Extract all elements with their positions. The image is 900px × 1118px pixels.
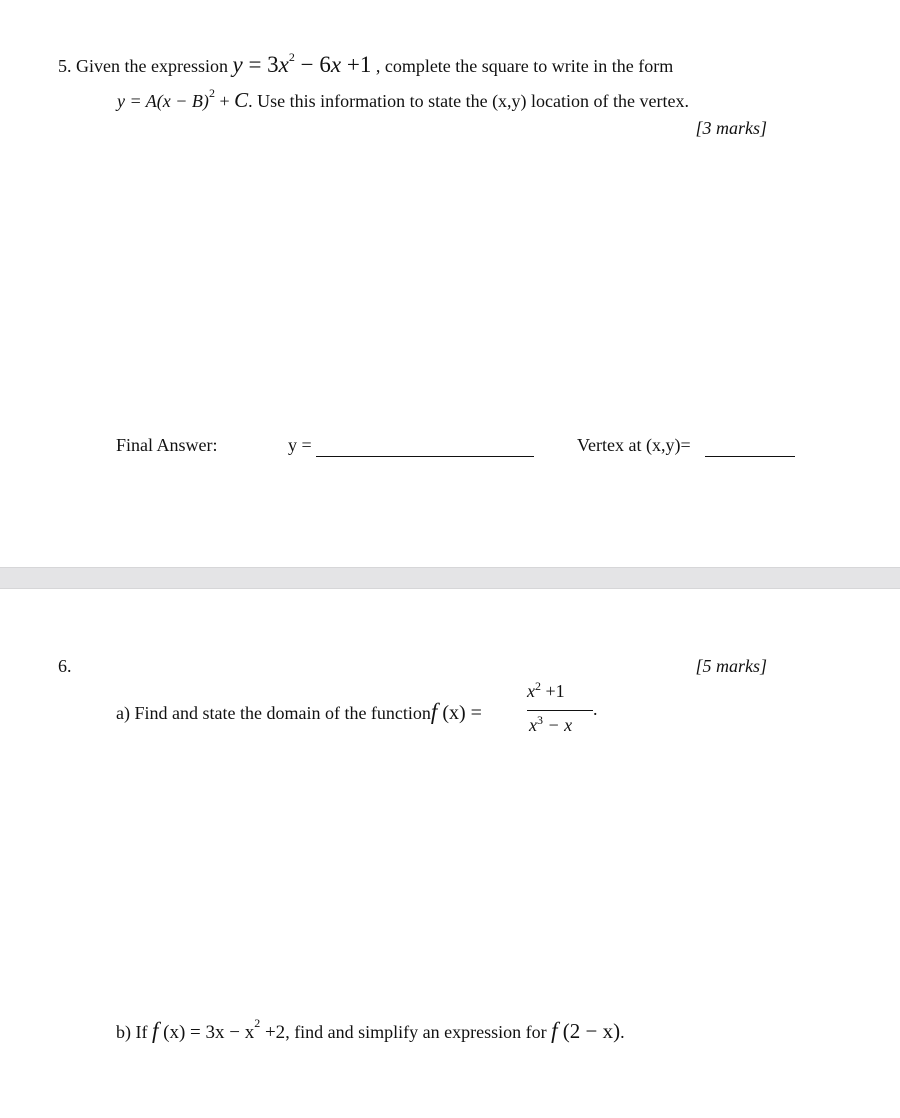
q6b-text: b) If [116, 1022, 148, 1042]
q6b-end: . [620, 1022, 625, 1042]
q6b-mid-text: , find and simplify an expression for [285, 1022, 547, 1042]
q6a-function-name: f [430, 699, 438, 724]
q5-vertex-form: $y = A(x - B)^2 + C$ [117, 86, 249, 112]
page-2 [0, 589, 900, 1118]
q6a-period: . [593, 699, 598, 719]
q6-marks: [5 marks] [695, 656, 767, 676]
q5-intro: Given the expression [76, 56, 228, 76]
vertex-answer-label: Vertex at (x,y)= [577, 435, 691, 455]
q6a-function-arg: (x) = [437, 702, 482, 724]
q6a-denominator: $x^3 - x$ [529, 713, 573, 735]
q5-instruction: . Use this information to state the (x,y) location of the vertex. [248, 91, 689, 111]
q6b-definition: $(x) = 3x - x^2 +2$ [158, 1016, 286, 1043]
q6b-function-name: f [151, 1018, 159, 1043]
q5-marks: [3 marks] [695, 118, 767, 138]
y-answer-blank[interactable] [316, 456, 534, 457]
final-answer-label: Final Answer: [116, 435, 218, 455]
q6a-numerator: $x^2 +1$ [527, 679, 565, 701]
q6a-line [116, 699, 482, 725]
q6-number: 6. [58, 656, 72, 676]
q5-after-expression: , complete the square to write in the form [371, 56, 674, 76]
q5-line-2 [117, 88, 689, 113]
q5-line-1 [58, 52, 673, 78]
q6b-function-name-2: f [551, 1018, 558, 1043]
page-separator [0, 567, 900, 589]
q5-expression: $y = 3x^2 - 6x +1$ [232, 50, 372, 77]
q6b-line [116, 1018, 625, 1044]
q6a-text: a) Find and state the domain of the function [116, 703, 431, 723]
q6a-fraction-bar [527, 710, 593, 711]
vertex-answer-blank[interactable] [705, 456, 795, 457]
y-answer-label: y = [288, 435, 312, 455]
q5-number: 5. [58, 56, 72, 76]
q6b-argument: (2 − x) [557, 1019, 621, 1043]
